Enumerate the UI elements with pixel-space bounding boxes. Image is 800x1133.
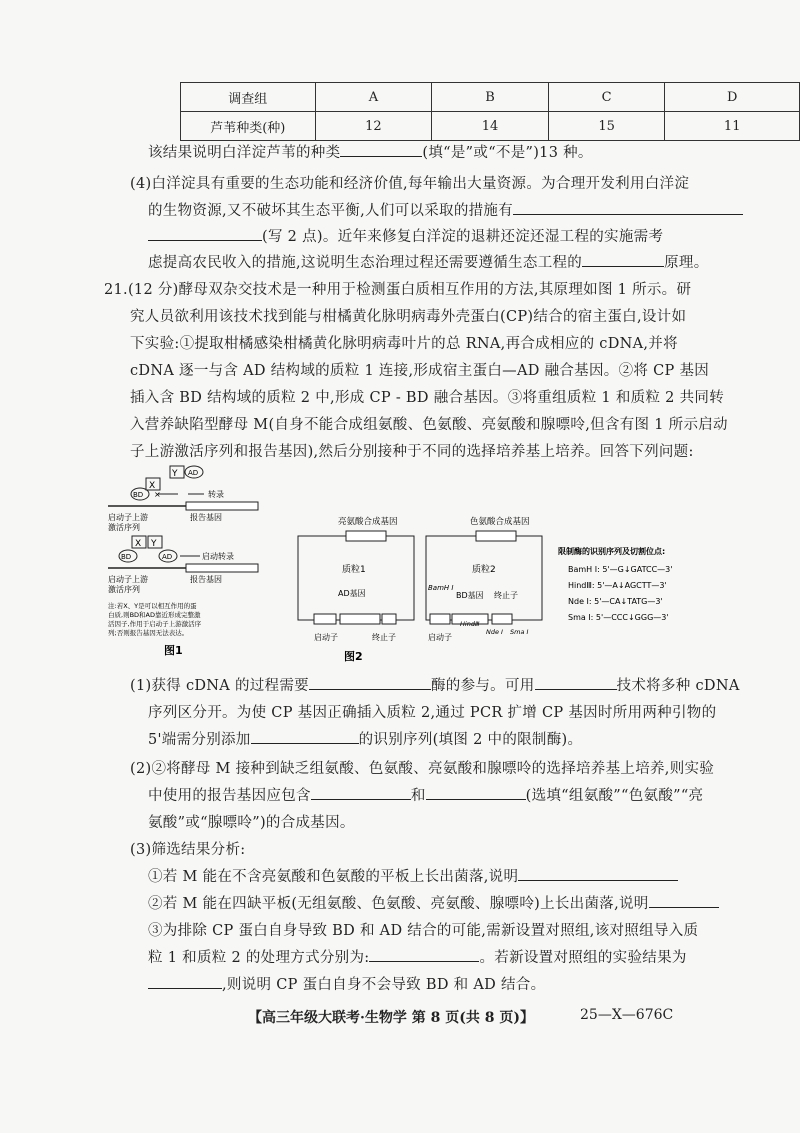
note-line: 白质,则BD和AD靠近形成完整激 [108,611,201,619]
sites-title: 限制酶的识别序列及切割位点: [558,547,666,556]
terminator-box-2 [492,614,512,624]
answer-blank[interactable] [369,947,479,962]
terminator-label-1: 终止子 [372,633,396,642]
q21-line: cDNA 逐一与含 AD 结构域的质粒 1 连接,形成宿主蛋白—AD 融合基因。②将 CP 基因 [130,363,710,379]
bamh1-label: BamH I [428,584,454,592]
q21-line: 下实验:①提取柑橘感染柑橘黄化脉明病毒叶片的总 RNA,再合成相应的 cDNA,并将 [130,336,678,352]
q21-line: 21.(12 分)酵母双杂交技术是一种用于检测蛋白质相互作用的方法,其原理如图 1 所示。研 [104,282,692,298]
table-cell: 15 [548,112,665,141]
upstream-label-2: 启动子上游 [108,575,148,584]
text: 和 [410,788,426,804]
q20-line [148,226,663,248]
plasmid2-label: 质粒2 [472,565,496,575]
label-bd-2: BD [121,553,132,561]
activation-label: 激活序列 [108,523,140,532]
text: (写 2 点)。近年来修复白洋淀的退耕还淀还湿工程的实施需考 [262,229,664,245]
table-cell: C [548,83,665,112]
q20-line: (4)白洋淀具有重要的生态功能和经济价值,每年输出大量资源。为合理开发利用白洋淀 [130,176,690,192]
text: ①若 M 能在不含亮氨酸和色氨酸的平板上长出菌落,说明 [148,869,519,885]
answer-blank[interactable] [148,226,262,241]
table-cell: 芦苇种类(种) [181,112,316,141]
plasmid-1 [298,536,414,620]
cross-mark: × [154,490,161,499]
q21-1-line [130,675,740,697]
figure-2 [296,514,710,664]
q21-3-line: (3)筛选结果分析: [130,842,246,858]
text: ②若 M 能在四缺平板(无组氨酸、色氨酸、亮氨酸、腺嘌呤)上长出菌落,说明 [148,896,649,912]
reporter-label-2: 报告基因 [190,575,222,584]
text: (1)获得 cDNA 的过程需要 [130,678,309,694]
q21-line: 子上游激活序列和报告基因),然后分别接种于不同的选择培养基上培养。回答下列问题: [130,444,694,460]
answer-blank[interactable] [518,866,678,881]
answer-blank[interactable] [513,200,743,215]
trp-gene-box [476,531,516,541]
activation-label-2: 激活序列 [108,585,140,594]
plasmid2-top-label: 色氨酸合成基因 [470,517,530,527]
note-line: 注:若X、Y是可以相互作用的蛋 [108,602,197,610]
q21-1-line: 序列区分开。为使 CP 基因正确插入质粒 2,通过 PCR 扩增 CP 基因时所用两种引物的 [148,705,717,721]
exam-code: 25—X—676C [580,1007,674,1023]
text: (选填“组氨酸”“色氨酸”“亮 [525,788,704,804]
start-transcribe-label: 启动转录 [202,552,234,561]
text: 原理。 [664,255,709,271]
text: 粒 1 和质粒 2 的处理方式分别为: [148,950,370,966]
text: 5'端需分别添加 [148,732,251,748]
text: ,则说明 CP 蛋白自身不会导致 BD 和 AD 结合。 [222,977,546,993]
reporter-gene-box [186,502,258,510]
reporter-label: 报告基因 [190,513,222,522]
label-y: Y [172,469,178,479]
answer-blank[interactable] [311,785,411,800]
label-y-2: Y [151,539,157,549]
ad-gene-box [340,614,380,624]
site-bamh1: BamH I: 5'—G↓GATCC—3' [568,565,673,574]
page-footer: 【高三年级大联考·生物学 第 8 页(共 8 页)】 [248,1010,534,1026]
figure-1 [108,464,308,664]
table-cell: 11 [665,112,800,141]
q21-3-line [148,947,687,969]
q21-2-line [148,785,703,807]
q20-line [148,252,709,274]
answer-blank[interactable] [535,675,617,690]
q21-3-line [148,866,678,888]
text: (填“是”或“不是”)13 种。 [422,145,593,161]
answer-blank[interactable] [426,785,526,800]
answer-blank[interactable] [148,974,222,989]
text: 。若新设置对照组的实验结果为 [479,950,687,966]
table-row [181,83,800,112]
promoter-box-2 [430,614,450,624]
text: 技术将多种 cDNA [616,678,740,694]
label-ad: AD [188,469,199,477]
leu-gene-box [346,531,386,541]
label-x: X [149,481,156,491]
note-line: 活因子,作用于启动子上游激活序 [108,620,202,628]
answer-blank[interactable] [251,729,359,744]
nde1-label: Nde I [486,628,503,636]
q21-3-line: ③为排除 CP 蛋白自身导致 BD 和 AD 结合的可能,需新设置对照组,该对照组导入质 [148,923,699,939]
q21-line: 究人员欲利用该技术找到能与柑橘黄化脉明病毒外壳蛋白(CP)结合的宿主蛋白,设计如 [130,309,687,325]
terminator-box-1 [382,614,396,624]
q20-line [148,142,593,164]
q21-2-line: 氨酸”或“腺嘌呤”)的合成基因。 [148,815,355,831]
answer-blank[interactable] [309,675,431,690]
sma1-label: Sma I [510,628,529,636]
table-cell: B [432,83,549,112]
site-hind3: HindⅢ: 5'—A↓AGCTT—3' [568,581,667,590]
reporter-gene-box-2 [186,564,258,572]
bd-gene-label: BD基因 [456,591,484,600]
q21-line: 插入含 BD 结构域的质粒 2 中,形成 CP - BD 融合基因。③将重组质粒 1 和质粒 2 共同转 [130,390,725,406]
promoter-label-2: 启动子 [428,633,452,642]
answer-blank[interactable] [649,893,719,908]
figure-2-caption: 图2 [344,650,363,663]
terminator-label-2: 终止子 [494,591,518,600]
plasmid-2 [426,536,542,620]
promoter-label-1: 启动子 [314,633,338,642]
label-x-2: X [135,539,142,549]
text: 的识别序列(填图 2 中的限制酶)。 [358,732,583,748]
upstream-label: 启动子上游 [108,513,148,522]
q21-1-line [148,729,582,751]
q21-3-line [148,893,719,915]
hind3-label: HindⅢ [460,620,480,628]
table-cell: 12 [315,112,432,141]
table-cell: 调查组 [181,83,316,112]
plasmid1-top-label: 亮氨酸合成基因 [338,517,398,527]
table-row [181,112,800,141]
site-nde1: Nde I: 5'—CA↓TATG—3' [568,597,663,606]
note-line: 列;否则报告基因无法表达。 [108,629,189,637]
label-bd: BD [133,491,144,499]
text: 酶的参与。可用 [430,678,535,694]
answer-blank[interactable] [340,142,422,157]
promoter-box-1 [314,614,336,624]
text: 的生物资源,又不破坏其生态平衡,人们可以采取的措施有 [148,203,514,219]
table-cell: D [665,83,800,112]
ad-gene-label: AD基因 [338,589,366,598]
text: 虑提高农民收入的措施,这说明生态治理过程还需要遵循生态工程的 [148,255,583,271]
survey-table [180,82,800,141]
transcribe-label: 转录 [208,490,224,499]
table-cell: A [315,83,432,112]
text: 该结果说明白洋淀芦苇的种类 [148,145,341,161]
text: 中使用的报告基因应包含 [148,788,311,804]
q21-line: 入营养缺陷型酵母 M(自身不能合成组氨酸、色氨酸、亮氨酸和腺嘌呤,但含有图 1 所示启动 [130,417,728,433]
table-cell: 14 [432,112,549,141]
label-ad-2: AD [162,553,173,561]
plasmid1-label: 质粒1 [342,565,366,575]
q21-2-line: (2)②将酵母 M 接种到缺乏组氨酸、色氨酸、亮氨酸和腺嘌呤的选择培养基上培养,则实验 [130,761,715,777]
q21-3-line [148,974,545,996]
figure-1-caption: 图1 [164,644,183,657]
site-sma1: Sma I: 5'—CCC↓GGG—3' [568,613,669,622]
answer-blank[interactable] [582,252,664,267]
q20-line [148,200,743,222]
